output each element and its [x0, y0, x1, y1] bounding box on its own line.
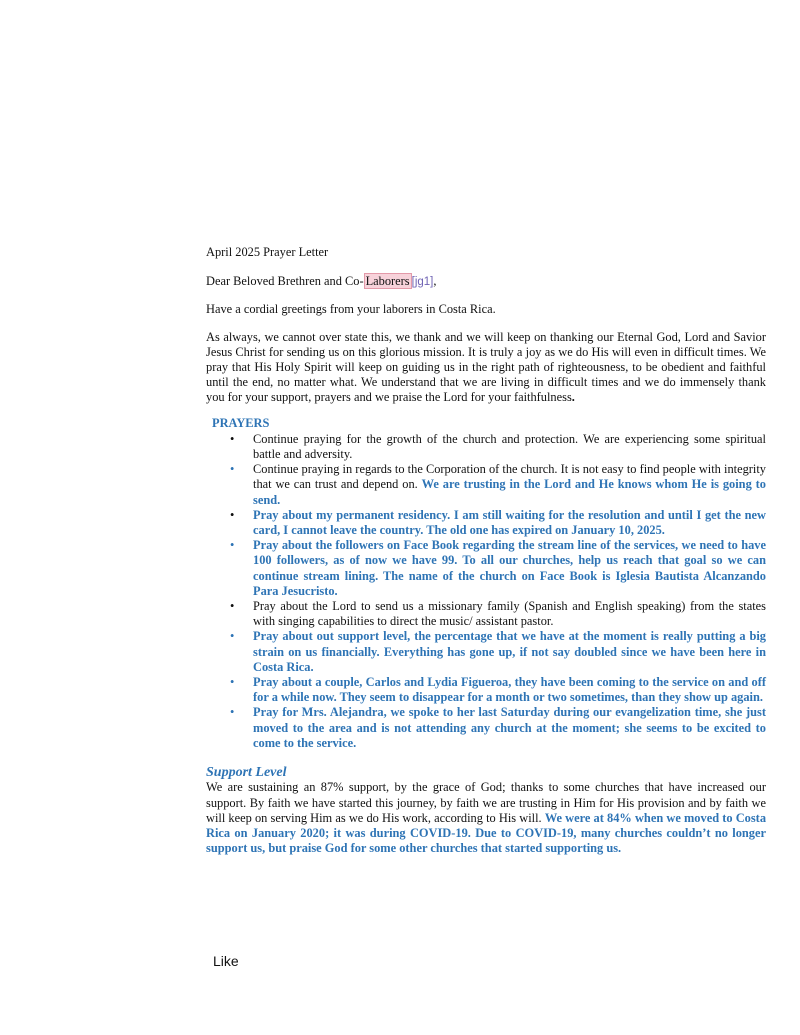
prayer-item — [206, 629, 766, 675]
bullet-icon: • — [230, 675, 235, 690]
support-level-heading: Support Level — [206, 765, 287, 781]
intro-paragraph — [206, 330, 766, 406]
prayer-list — [206, 432, 766, 751]
comment-marker[interactable]: [jg1] — [411, 276, 434, 289]
support-emphasis: We were at 84% when we moved to Costa Rica on January 2020; it was during COVID-19. Due to COVID-19, many churches couldn’t no longer support us, but praise God for some other churches that started supporting us. — [206, 810, 767, 856]
prayer-item — [206, 599, 766, 629]
prayer-item — [206, 462, 766, 508]
bullet-icon: • — [230, 462, 235, 477]
prayer-emphasis: Pray about my permanent residency. I am still waiting for the resolution and until I get the new card, I cannot leave the country. The old one has expired on January 10, 2025. — [253, 507, 766, 538]
prayer-item — [206, 508, 766, 538]
bullet-icon: • — [230, 599, 235, 614]
prayer-emphasis: Pray for Mrs. Alejandra, we spoke to her last Saturday during our evangelization time, she just moved to the area and is not attending any church at the moment; she seems to be excited to come to the service. — [253, 705, 766, 750]
prayers-heading: PRAYERS — [212, 415, 270, 430]
prayer-emphasis: Pray about the followers on Face Book regarding the stream line of the services, we need to have 100 followers, as of now we have 99. To all our churches, help us reach that goal so we can continue stream lining. The name of the church on Face Book is Iglesia Bautista Alcanzando Para Jesucristo. — [253, 538, 766, 598]
support-text: We are sustaining an 87% support, by the grace of God; thanks to some churches that have increased our support. By faith we have started this journey, by faith we are trusting in Him for His provision and by faith we will keep on serving Him as we do His work, according to His will. — [206, 780, 766, 825]
salutation-prefix: Dear Beloved Brethren and Co- — [206, 274, 364, 289]
prayer-item — [206, 432, 766, 462]
prayer-emphasis: Pray about a couple, Carlos and Lydia Figueroa, they have been coming to the service on and off for a while now. They seem to disappear for a month or two sometimes, than they show up again. — [253, 675, 766, 705]
prayer-text: Pray about the Lord to send us a missionary family (Spanish and English speaking) from the states with singing capabilities to direct the music/ assistant pastor. — [253, 599, 766, 629]
prayer-item — [206, 538, 766, 599]
salutation — [206, 274, 766, 290]
bullet-icon: • — [230, 629, 235, 644]
support-paragraph — [206, 780, 766, 856]
letter-title: April 2025 Prayer Letter — [206, 245, 329, 259]
intro-text: As always, we cannot over state this, we thank and we will keep on thanking our Eternal God, Lord and Savior Jesus Christ for sending us on this glorious mission. It is truly a joy as we do His will even in difficult times. We pray that His Holy Spirit will keep on guiding us in the right path of righteousness, to be obedient and faithful until the end, no matter what. We understand that we are living in difficult times and we do immensely thank you for your support, prayers and we praise the Lord for your faithfulness — [206, 329, 766, 405]
letter-page — [206, 245, 766, 856]
like-button[interactable]: Like — [213, 953, 239, 969]
prayer-text: Continue praying for the growth of the church and protection. We are experiencing some spiritual battle and adversity. — [253, 431, 766, 462]
prayer-emphasis: Pray about out support level, the percentage that we have at the moment is really putting a big strain on us financially. Everything has gone up, if not say doubled since we have been here in Costa Rica. — [253, 629, 766, 674]
salutation-suffix: , — [433, 274, 437, 289]
prayer-item — [206, 675, 766, 705]
bullet-icon: • — [230, 431, 235, 446]
intro-end: . — [571, 390, 575, 405]
commented-text-highlight[interactable]: Laborers — [365, 274, 410, 289]
bullet-icon: • — [230, 705, 235, 720]
prayer-text: Continue praying in regards to the Corporation of the church. It is not easy to find people with integrity that we can trust and depend on. — [253, 462, 766, 492]
prayer-emphasis: We are trusting in the Lord and He knows whom He is going to send. — [253, 477, 766, 507]
prayer-item — [206, 705, 766, 751]
cordial-greeting: Have a cordial greetings from your laborers in Costa Rica. — [206, 302, 496, 317]
bullet-icon: • — [230, 538, 235, 553]
bullet-icon: • — [230, 507, 235, 522]
